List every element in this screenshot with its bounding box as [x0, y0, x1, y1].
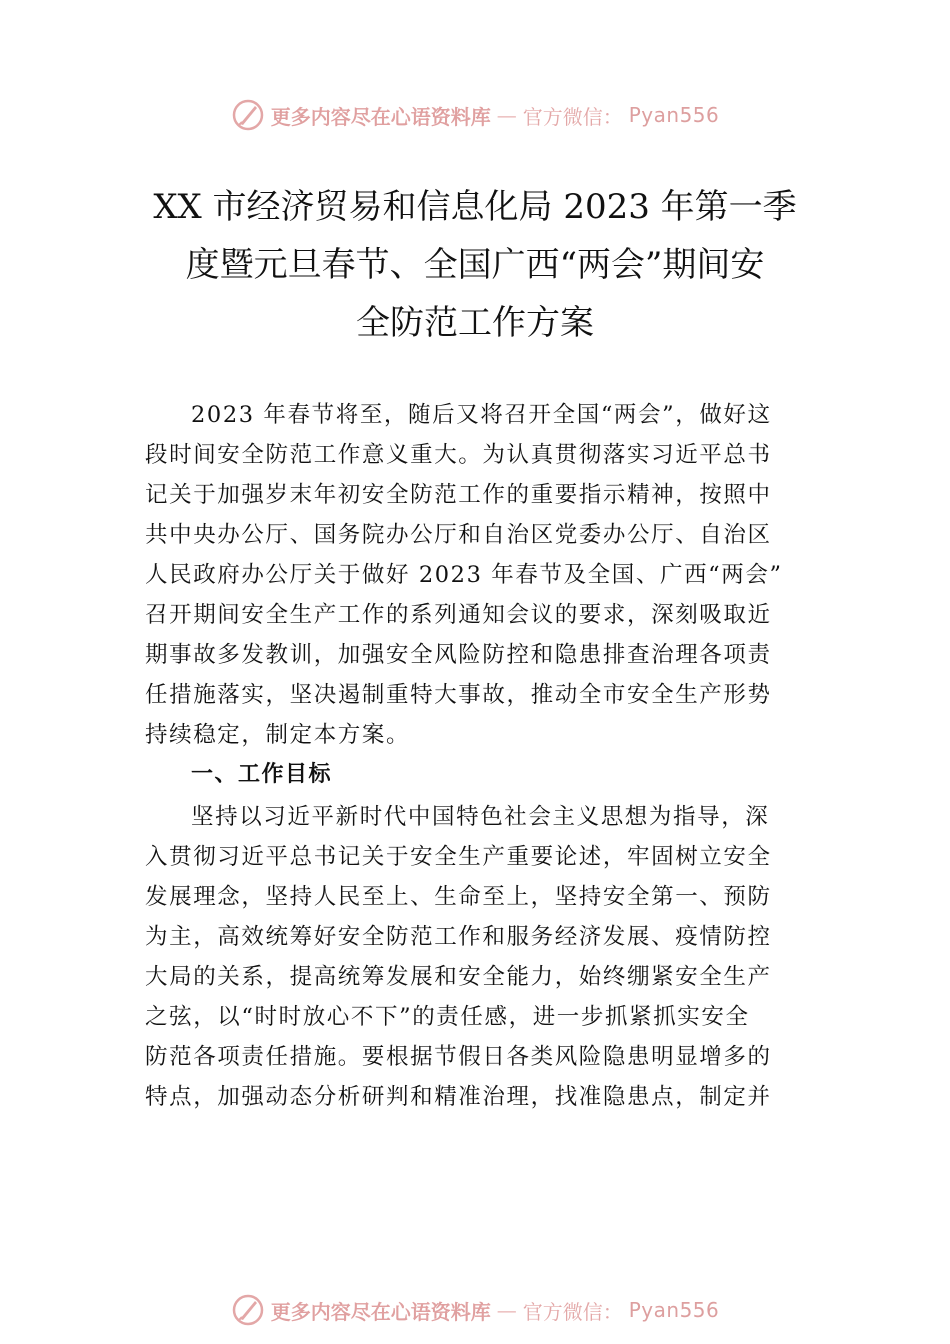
paragraph-line: 发展理念，坚持人民至上、生命至上，坚持安全第一、预防	[145, 884, 772, 910]
document-title	[100, 178, 850, 352]
paragraph-line: 为主，高效统筹好安全防范工作和服务经济发展、疫情防控	[145, 924, 772, 950]
section-heading-work-goals: 一、工作目标	[191, 762, 333, 787]
watermark-brand: 更多内容尽在心语资料库	[270, 1299, 491, 1324]
watermark-account-label: 官方微信：	[522, 1299, 623, 1324]
paragraph-line: 记关于加强岁末年初安全防范工作的重要指示精神，按照中	[145, 482, 772, 508]
paragraph-line: 共中央办公厅、国务院办公厅和自治区党委办公厅、自治区	[145, 522, 772, 548]
footer-watermark	[0, 1290, 950, 1330]
header-watermark	[0, 95, 950, 135]
watermark-brand: 更多内容尽在心语资料库	[270, 104, 491, 129]
title-line: 全防范工作方案	[356, 303, 594, 343]
paragraph-line: 大局的关系，提高统筹发展和安全能力，始终绷紧安全生产	[145, 964, 772, 990]
watermark-separator: —	[496, 1298, 517, 1322]
paragraph-line: 期事故多发教训，加强安全风险防控和隐患排查治理各项责	[145, 642, 772, 668]
paragraph-line: 召开期间安全生产工作的系列通知会议的要求，深刻吸取近	[145, 602, 772, 628]
feather-pen-logo-icon	[231, 1293, 265, 1327]
work-goals-paragraph	[145, 797, 810, 1117]
intro-paragraph	[145, 395, 810, 755]
paragraph-line: 任措施落实，坚决遏制重特大事故，推动全市安全生产形势	[145, 682, 772, 708]
feather-pen-logo-icon	[231, 98, 265, 132]
paragraph-line: 之弦，以“时时放心不下”的责任感，进一步抓紧抓实安全	[145, 1004, 750, 1030]
paragraph-line: 入贯彻习近平总书记关于安全生产重要论述，牢固树立安全	[145, 844, 772, 870]
paragraph-line: 防范各项责任措施。要根据节假日各类风险隐患明显增多的	[145, 1044, 772, 1070]
title-line: 度暨元旦春节、全国广西“两会”期间安	[185, 245, 765, 285]
paragraph-line: 人民政府办公厅关于做好 2023 年春节及全国、广西“两会”	[145, 562, 783, 588]
paragraph-line: 2023 年春节将至，随后又将召开全国“两会”，做好这	[191, 402, 772, 428]
paragraph-line: 持续稳定，制定本方案。	[145, 722, 411, 748]
title-line: XX 市经济贸易和信息化局 2023 年第一季	[153, 187, 797, 227]
watermark-account-label: 官方微信：	[522, 104, 623, 129]
watermark-account: Pyan556	[628, 1298, 720, 1322]
watermark-account: Pyan556	[628, 103, 720, 127]
paragraph-line: 段时间安全防范工作意义重大。为认真贯彻落实习近平总书	[145, 442, 772, 468]
paragraph-line: 特点，加强动态分析研判和精准治理，找准隐患点，制定并	[145, 1084, 772, 1110]
paragraph-line: 坚持以习近平新时代中国特色社会主义思想为指导，深	[191, 804, 770, 830]
watermark-separator: —	[496, 103, 517, 127]
